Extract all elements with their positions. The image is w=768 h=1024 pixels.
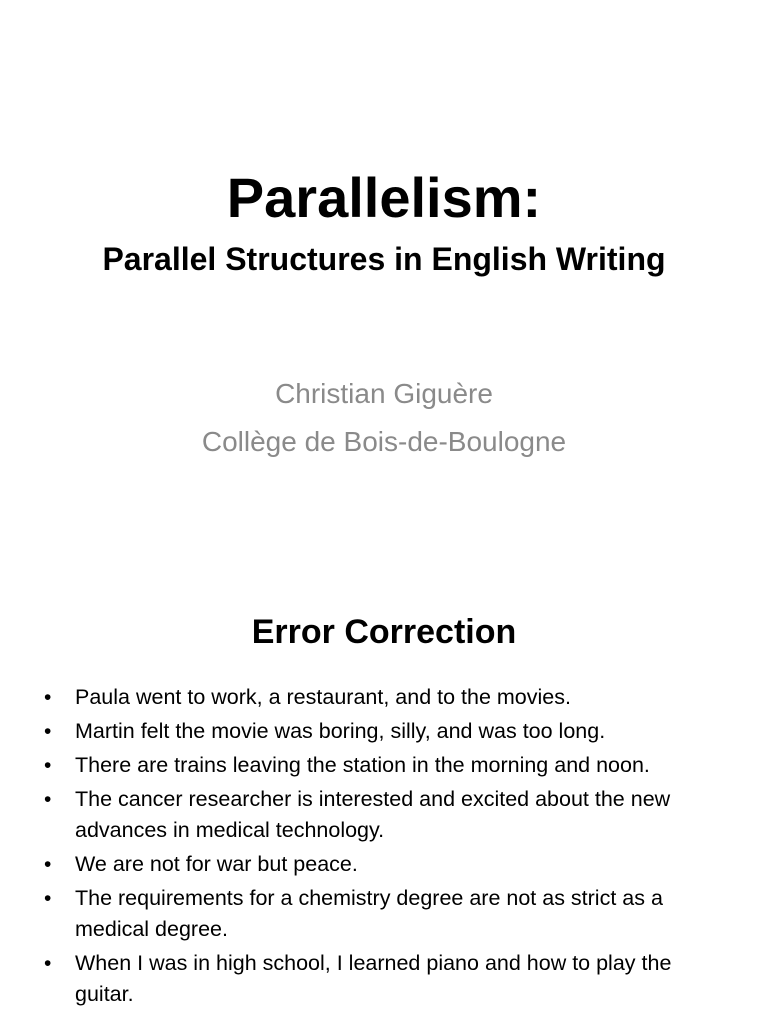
bullet-text: The cancer researcher is interested and excited about the new advances in medical technology.: [75, 787, 671, 842]
bullet-icon: •: [44, 720, 52, 743]
slide-subtitle: Parallel Structures in English Writing: [102, 241, 666, 277]
author-name: Christian Giguère: [275, 378, 493, 409]
bullet-icon: •: [44, 754, 52, 777]
bullet-text: When I was in high school, I learned piano and how to play the guitar.: [75, 951, 672, 1006]
bullet-icon: •: [44, 853, 52, 876]
bullet-item: [44, 948, 734, 1010]
bullet-item: [44, 682, 734, 713]
bullet-list: [44, 682, 734, 1013]
bullet-text: We are not for war but peace.: [75, 852, 358, 876]
bullet-icon: •: [44, 686, 52, 709]
bullet-item: [44, 883, 734, 945]
bullet-icon: •: [44, 952, 52, 975]
college-name: Collège de Bois-de-Boulogne: [201, 426, 567, 457]
bullet-icon: •: [44, 788, 52, 811]
bullet-text: There are trains leaving the station in the morning and noon.: [75, 753, 650, 777]
slide-heading: Error Correction: [251, 613, 517, 651]
bullet-text: Martin felt the movie was boring, silly, and was too long.: [75, 719, 606, 743]
bullet-text: The requirements for a chemistry degree are not as strict as a medical degree.: [75, 886, 663, 941]
error-correction-slide: [0, 576, 768, 1024]
bullet-text: Paula went to work, a restaurant, and to the movies.: [75, 685, 571, 709]
bullet-item: [44, 750, 734, 781]
bullet-icon: •: [44, 887, 52, 910]
slide-title: Parallelism:: [226, 166, 542, 229]
bullet-item: [44, 784, 734, 846]
bullet-item: [44, 716, 734, 747]
bullet-item: [44, 849, 734, 880]
